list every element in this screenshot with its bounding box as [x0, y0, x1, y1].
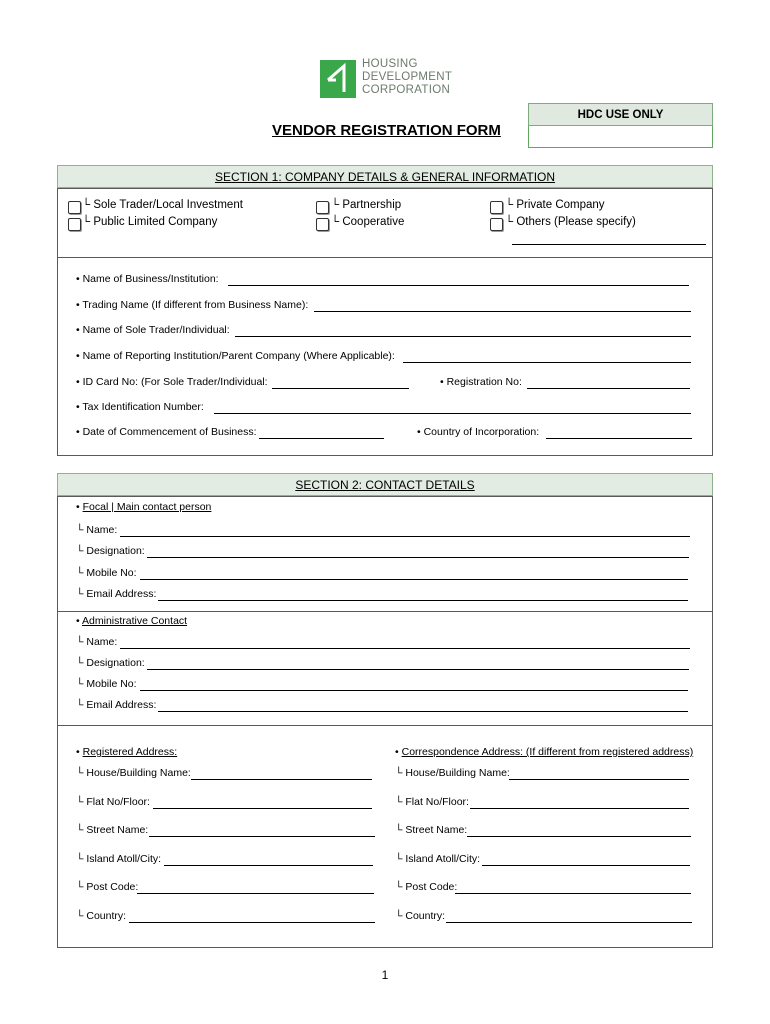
section2-header — [57, 473, 713, 496]
country-incorporation-field[interactable] — [546, 438, 692, 439]
option-private-company: └ Private Company — [505, 199, 605, 211]
checkbox-others[interactable] — [490, 218, 503, 231]
reg-island-field[interactable] — [164, 865, 373, 866]
label-business-name: • Name of Business/Institution: — [76, 273, 219, 285]
label-reporting-institution: • Name of Reporting Institution/Parent Company (Where Applicable): — [76, 350, 395, 362]
reporting-institution-field[interactable] — [403, 362, 691, 363]
focal-mobile-field[interactable] — [140, 579, 688, 580]
label-sole-trader-name: • Name of Sole Trader/Individual: — [76, 324, 230, 336]
section1-title: SECTION 1: COMPANY DETAILS & GENERAL INFORMATION — [214, 170, 556, 184]
corr-house-field[interactable] — [509, 779, 689, 780]
label-focal-designation: └ Designation: — [76, 545, 145, 557]
label-reg-house: └ House/Building Name: — [76, 767, 191, 779]
label-reg-island: └ Island Atoll/City: — [76, 853, 162, 865]
admin-heading-text: Administrative Contact — [82, 615, 188, 627]
label-corr-house: └ House/Building Name: — [395, 767, 510, 779]
tax-id-field[interactable] — [214, 413, 691, 414]
reg-house-field[interactable] — [191, 779, 372, 780]
corr-street-field[interactable] — [467, 836, 691, 837]
label-tax-id: • Tax Identification Number: — [76, 401, 204, 413]
reg-country-field[interactable] — [129, 922, 375, 923]
bullet: • — [395, 746, 399, 758]
option-public-limited: └ Public Limited Company — [82, 216, 218, 228]
form-title: VENDOR REGISTRATION FORM — [272, 122, 501, 139]
registered-address-heading-text: Registered Address: — [82, 746, 178, 758]
hdc-use-only-field[interactable] — [528, 126, 713, 148]
focal-name-field[interactable] — [120, 536, 690, 537]
id-card-field[interactable] — [272, 388, 409, 389]
sole-trader-name-field[interactable] — [235, 336, 691, 337]
label-corr-flat: └ Flat No/Floor: — [395, 796, 469, 808]
bullet: • — [76, 615, 80, 627]
label-admin-name: └ Name: — [76, 636, 118, 648]
bullet: • — [76, 746, 80, 758]
label-admin-designation: └ Designation: — [76, 657, 145, 669]
label-country-incorporation: • Country of Incorporation: — [417, 426, 540, 438]
checkbox-cooperative[interactable] — [316, 218, 329, 231]
label-focal-name: └ Name: — [76, 524, 118, 536]
label-commencement-date: • Date of Commencement of Business: — [76, 426, 257, 438]
focal-heading-text: Focal | Main contact person — [82, 501, 212, 513]
logo-line: CORPORATION — [362, 84, 451, 96]
option-partnership: └ Partnership — [331, 199, 402, 211]
label-reg-flat: └ Flat No/Floor: — [76, 796, 150, 808]
corr-island-field[interactable] — [482, 865, 690, 866]
logo-text — [362, 58, 452, 97]
correspondence-address-heading — [395, 746, 693, 758]
checkbox-private-company[interactable] — [490, 201, 503, 214]
label-id-card: • ID Card No: (For Sole Trader/Individual: — [76, 376, 268, 388]
commencement-date-field[interactable] — [259, 438, 384, 439]
admin-heading — [76, 615, 187, 627]
bullet: • — [76, 501, 80, 513]
section2-title: SECTION 2: CONTACT DETAILS — [295, 478, 475, 492]
others-specify-field[interactable] — [512, 244, 706, 245]
admin-email-field[interactable] — [158, 711, 688, 712]
section1-header — [57, 165, 713, 188]
label-reg-post: └ Post Code: — [76, 881, 139, 893]
option-sole-trader: └ Sole Trader/Local Investment — [82, 199, 243, 211]
corr-country-field[interactable] — [446, 922, 692, 923]
checkbox-sole-trader[interactable] — [68, 201, 81, 214]
corr-post-field[interactable] — [455, 893, 691, 894]
label-trading-name: • Trading Name (If different from Business Name): — [76, 299, 309, 311]
label-admin-email: └ Email Address: — [76, 699, 157, 711]
correspondence-address-heading-text: Correspondence Address: (If different from registered address) — [401, 746, 694, 758]
hdc-use-only-header: HDC USE ONLY — [528, 103, 713, 126]
logo-line: DEVELOPMENT — [362, 71, 453, 83]
page-number: 1 — [381, 968, 389, 982]
admin-designation-field[interactable] — [147, 669, 689, 670]
reg-flat-field[interactable] — [153, 808, 372, 809]
focal-heading — [76, 501, 211, 513]
corr-flat-field[interactable] — [470, 808, 689, 809]
label-reg-country: └ Country: — [76, 910, 127, 922]
option-others: └ Others (Please specify) — [505, 216, 636, 228]
label-registration-no: • Registration No: — [440, 376, 522, 388]
label-admin-mobile: └ Mobile No: — [76, 678, 137, 690]
registered-address-heading — [76, 746, 177, 758]
checkbox-public-limited[interactable] — [68, 218, 81, 231]
checkbox-partnership[interactable] — [316, 201, 329, 214]
registration-no-field[interactable] — [527, 388, 690, 389]
trading-name-field[interactable] — [314, 311, 691, 312]
admin-mobile-field[interactable] — [140, 690, 688, 691]
option-cooperative: └ Cooperative — [331, 216, 405, 228]
admin-name-field[interactable] — [120, 648, 690, 649]
label-reg-street: └ Street Name: — [76, 824, 149, 836]
hdc-logo-icon — [320, 60, 356, 98]
logo-line: HOUSING — [362, 58, 418, 70]
reg-street-field[interactable] — [149, 836, 375, 837]
label-corr-country: └ Country: — [395, 910, 446, 922]
label-corr-island: └ Island Atoll/City: — [395, 853, 481, 865]
label-corr-street: └ Street Name: — [395, 824, 468, 836]
focal-designation-field[interactable] — [147, 557, 689, 558]
label-focal-mobile: └ Mobile No: — [76, 567, 137, 579]
focal-email-field[interactable] — [158, 600, 688, 601]
business-name-field[interactable] — [228, 285, 689, 286]
reg-post-field[interactable] — [137, 893, 374, 894]
label-focal-email: └ Email Address: — [76, 588, 157, 600]
label-corr-post: └ Post Code: — [395, 881, 458, 893]
